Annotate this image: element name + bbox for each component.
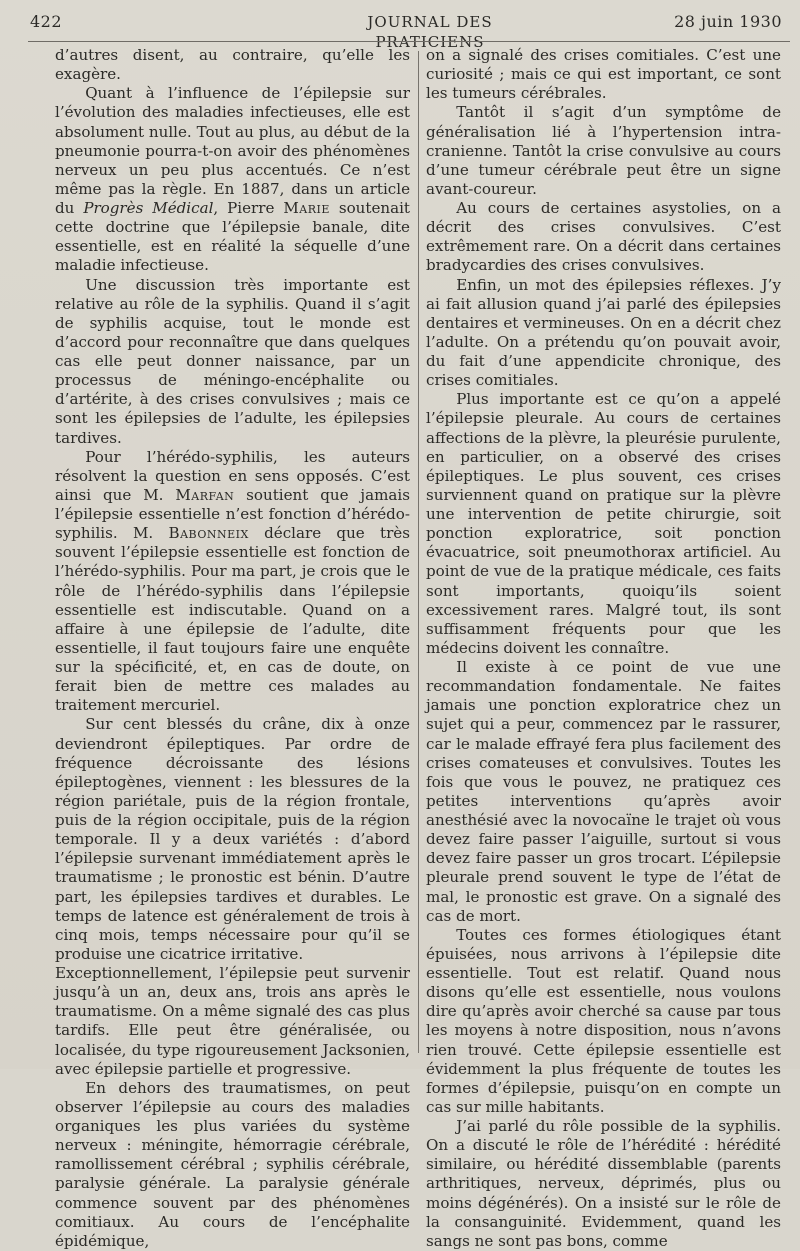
left-paragraph-2 bbox=[55, 84, 410, 275]
left-paragraph-4 bbox=[55, 448, 410, 716]
right-paragraph-3: Au cours de certaines asystolies, on a décrit des crises convulsives. C’est extrêmement rare. On a décrit dans certaines bradycardies des crises convulsives. bbox=[426, 199, 781, 275]
right-paragraph-7: Toutes ces formes étiologiques étant épuisées, nous arrivons à l’épilepsie dite essentielle. Tout est relatif. Quand nous disons qu’elle est essentielle, nous voulons dire qu’après avoir cherché sa cause par tous les moyens à notre disposition, nous n’avons rien trouvé. Cette épilepsie essentielle est évidemment la plus fréquente de toutes les formes d’épilepsie, puisqu’on en compte un cas sur mille habitants. bbox=[426, 925, 781, 1116]
page-header bbox=[0, 10, 800, 51]
right-paragraph-5: Plus importante est ce qu’on a appelé l’épilepsie pleurale. Au cours de certaines affections de la plèvre, la pleurésie purulente, en particulier, on a observé des crises épileptiques. Le plus souvent, ces crises surviennent quand on pratique sur la plèvre une intervention de petite chirurgie, soit ponction exploratrice, soit ponction évacuatrice, soit pneumothorax artificiel. Au point de vue de la pratique médicale, ces faits sont importants, quoiqu’ils soient excessivement rares. Malgré tout, ils sont suffisamment fréquents pour que les médecins doivent les connaître. bbox=[426, 390, 781, 657]
page-number: 422 bbox=[30, 12, 63, 31]
right-paragraph-1: on a signalé des crises comitiales. C’est une curiosité ; mais ce qui est important, ce sont les tumeurs cérébrales. bbox=[426, 46, 781, 103]
author-name-marie: Marie bbox=[283, 199, 330, 217]
column-rule bbox=[418, 51, 419, 1053]
author-name-marfan: Marfan bbox=[175, 485, 235, 504]
left-paragraph-7: En dehors des traumatismes, on peut observer l’épilepsie au cours des maladies organiques les plus variées du système nerveux : méningite, hémorragie cérébrale, ramollissement cérébral ; syphilis cérébrale, paralysie générale. La paralysie générale commence souvent par des phénomènes comitiaux. Au cours de l’encéphalite épidémique, bbox=[55, 1078, 410, 1250]
left-paragraph-4-text-b: soutient que jamais l’épilepsie essentielle n’est fonction d’hérédo-syphilis. M. bbox=[55, 485, 410, 543]
right-column bbox=[426, 46, 781, 1251]
right-paragraph-2: Tantôt il s’agit d’un symptôme de généralisation lié à l’hypertension intra-cranienne. Tantôt la crise convulsive au cours d’une tumeur cérébrale peut être un signe avant-coureur. bbox=[426, 103, 781, 198]
issue-date: 28 juin 1930 bbox=[674, 12, 782, 31]
journal-reference: Progrès Médical bbox=[83, 199, 214, 217]
journal-title: JOURNAL DES PRATICIENS bbox=[367, 13, 493, 51]
left-paragraph-2-text-c: soutenait cette doctrine que l’épilepsie banale, dite essentielle, est en réalité la séquelle d’une maladie infectieuse. bbox=[55, 199, 410, 275]
header-rule bbox=[28, 41, 790, 42]
left-paragraph-2-text-a: Quant à l’influence de l’épilepsie sur l’évolution des maladies infectieuses, elle est absolument nulle. Tout au plus, au début de la pneumonie pourra-t-on avoir des phénomènes nerveux un peu plus accentués. Ce n’est même pas la règle. En 1887, dans un article du bbox=[55, 84, 410, 217]
right-paragraph-4: Enfin, un mot des épilepsies réflexes. J’y ai fait allusion quand j’ai parlé des épilepsies dentaires et vermineuses. On en a décrit chez l’adulte. On a prétendu qu’on pouvait avoir, du fait d’une appendicite chronique, des crises comitiales. bbox=[426, 275, 781, 390]
left-paragraph-4-text-a: Pour l’hérédo-syphilis, les auteurs résolvent la question en sens opposés. C’est ainsi que M. bbox=[55, 447, 410, 504]
left-paragraph-3: Une discussion très importante est relative au rôle de la syphilis. Quand il s’agit de syphilis acquise, tout le monde est d’accord pour reconnaître que dans quelques cas elle peut donner naissance, par un processus de méningo-encéphalite ou d’artérite, à des crises convulsives ; mais ce sont les épilepsies de l’adulte, les épilepsies tardives. bbox=[55, 275, 410, 447]
author-name-babonneix: Babonneix bbox=[168, 524, 249, 543]
left-paragraph-5: Sur cent blessés du crâne, dix à onze deviendront épileptiques. Par ordre de fréquence décroissante des lésions épileptogènes, viennent : les blessures de la région pariétale, puis de la région frontale, puis de la région occipitale, puis de la région temporale. Il y a deux variétés : d’abord l’épilepsie survenant immédiatement après le traumatisme ; le pronostic est bénin. D’autre part, les épilepsies tardives et durables. Le temps de latence est généralement de trois à cinq mois, temps nécessaire pour qu’il se produise une cicatrice irritative. bbox=[55, 715, 410, 963]
left-column bbox=[55, 46, 410, 1251]
right-paragraph-6: Il existe à ce point de vue une recommandation fondamentale. Ne faites jamais une ponction exploratrice chez un sujet qui a peur, commencez par le rassurer, car le malade effrayé fera plus facilement des crises comateuses et convulsives. Toutes les fois que vous le pouvez, ne pratiquez ces petites interventions qu’après avoir anesthésié avec la novocaïne le trajet où vous devez faire passer l’aiguille, surtout si vous devez faire passer un gros trocart. L’épilepsie pleurale prend souvent le type de l’état de mal, le pronostic est grave. On a signalé des cas de mort. bbox=[426, 658, 781, 925]
left-paragraph-4-text-c: déclare que très souvent l’épilepsie essentielle est fonction de l’hérédo-syphilis. Pour ma part, je crois que le rôle de l’hérédo-syphilis dans l’épilepsie essentielle est indiscutable. Quand on a affaire à une épilepsie de l’adulte, dite essentielle, il faut toujours faire une enquête sur la spécificité, et, en cas de doute, on ferait bien de mettre ces malades au traitement mercuriel. bbox=[55, 524, 410, 715]
left-paragraph-1: d’autres disent, au contraire, qu’elle les exagère. bbox=[55, 46, 410, 84]
article-columns bbox=[55, 46, 795, 1250]
left-paragraph-6: Exceptionnellement, l’épilepsie peut survenir jusqu’à un an, deux ans, trois ans après le traumatisme. On a même signalé des cas plus tardifs. Elle peut être généralisée, ou localisée, du type rigoureusement Jacksonien, avec épilepsie partielle et progressive. bbox=[55, 964, 410, 1078]
left-paragraph-2-text-b: , Pierre bbox=[213, 199, 284, 217]
right-paragraph-8: J’ai parlé du rôle possible de la syphilis. On a discuté le rôle de l’hérédité : hérédité similaire, ou hérédité dissemblable (parents arthritiques, nerveux, déprimés, plus ou moins dégénérés). On a insisté sur le rôle de la consanguinité. Evidemment, quand les sangs ne sont pas bons, comme bbox=[426, 1117, 781, 1250]
